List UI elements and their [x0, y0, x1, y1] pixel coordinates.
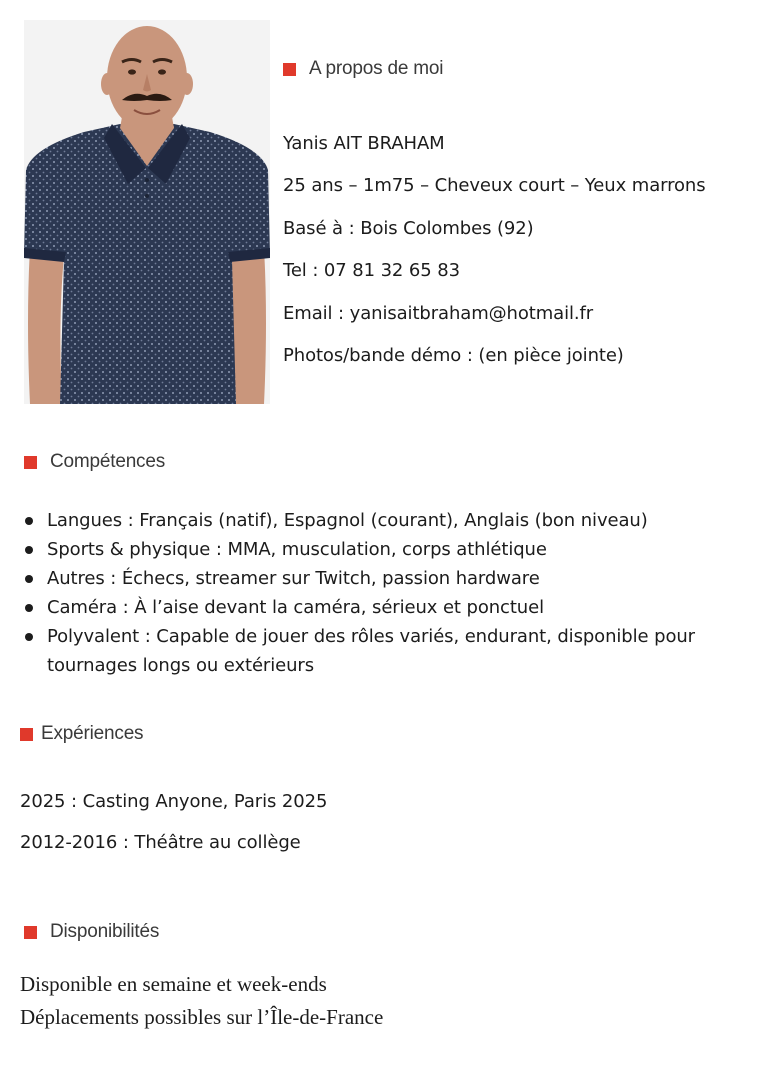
section-square-icon: [24, 456, 37, 469]
bullet-icon: [25, 633, 33, 641]
skills-heading-text: Compétences: [50, 451, 166, 472]
actor-name: Yanis AIT BRAHAM: [283, 133, 445, 154]
section-square-icon: [283, 63, 296, 76]
media-attachment: Photos/bande démo : (en pièce jointe): [283, 345, 624, 366]
physical-details: 25 ans – 1m75 – Cheveux court – Yeux marrons: [283, 175, 706, 196]
list-item: Polyvalent : Capable de jouer des rôles variés, endurant, disponible pour tournages longs ou extérieurs: [22, 622, 758, 680]
email: Email : yanisaitbraham@hotmail.fr: [283, 303, 594, 324]
availability-line: Déplacements possibles sur l’Île-de-France: [20, 1005, 384, 1029]
bullet-icon: [25, 575, 33, 583]
experiences-heading: [20, 723, 143, 745]
section-square-icon: [24, 926, 37, 939]
phone: Tel : 07 81 32 65 83: [283, 260, 460, 281]
experiences-heading-text: Expériences: [41, 723, 144, 744]
experience-item: 2025 : Casting Anyone, Paris 2025: [20, 791, 328, 812]
section-square-icon: [20, 728, 33, 741]
list-item: Langues : Français (natif), Espagnol (courant), Anglais (bon niveau): [22, 506, 758, 535]
list-item: Autres : Échecs, streamer sur Twitch, passion hardware: [22, 564, 758, 593]
experience-item: 2012-2016 : Théâtre au collège: [20, 832, 301, 853]
list-item: Caméra : À l’aise devant la caméra, sérieux et ponctuel: [22, 593, 758, 622]
availability-heading: [24, 921, 159, 943]
about-heading-text: A propos de moi: [309, 58, 444, 79]
skills-heading: [24, 451, 165, 473]
list-item: Sports & physique : MMA, musculation, corps athlétique: [22, 535, 758, 564]
portrait-photo: [24, 20, 270, 404]
location: Basé à : Bois Colombes (92): [283, 218, 534, 239]
availability-heading-text: Disponibilités: [50, 921, 160, 942]
bullet-icon: [25, 604, 33, 612]
availability-line: Disponible en semaine et week-ends: [20, 972, 327, 996]
skills-list: [22, 506, 758, 680]
about-heading: [283, 58, 443, 80]
bullet-icon: [25, 546, 33, 554]
bullet-icon: [25, 517, 33, 525]
